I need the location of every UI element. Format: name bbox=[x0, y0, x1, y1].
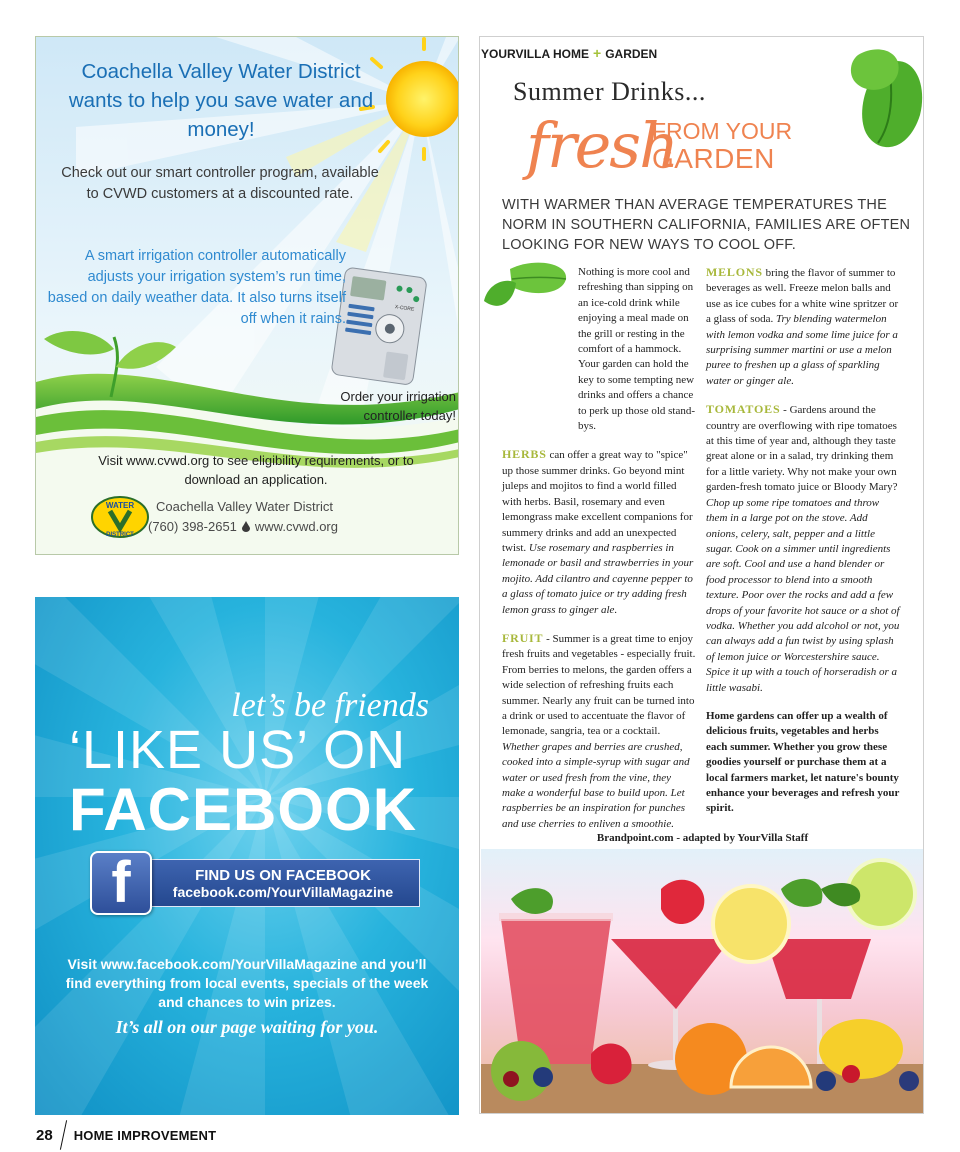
controller-brand-label: X-CORE bbox=[394, 304, 415, 313]
facebook-logo-icon: f bbox=[90, 851, 152, 915]
fb-tagline: It’s all on our page waiting for you. bbox=[115, 1017, 379, 1037]
logo-text-water: WATER bbox=[105, 501, 135, 510]
melons-paragraph bbox=[706, 265, 902, 389]
basil-leaves-icon bbox=[848, 43, 924, 173]
closing-paragraph: Home gardens can offer up a wealth of delicious fruits, vegetables and herbs each summer. Whether you grow these goodies yourself or purchase them at a local farmers market, let nature's bounty enhance your beverages and refresh your spirit. bbox=[706, 709, 900, 815]
fb-friends-script: let’s be friends bbox=[231, 687, 429, 724]
tomatoes-body: - Gardens around the country are overflowing with ripe tomatoes at this time of year and, although they taste great alone or in a salad, try drinking them for a little variety. Why not make your own garden-fresh tomato juice or Bloody Mary? bbox=[706, 404, 898, 494]
cvwd-phone: (760) 398-2651 bbox=[148, 519, 237, 534]
fruit-italic: Whether grapes and berries are crushed, cooked into a simple-syrup with sugar and water or used fresh from the vine, they make a wonderful base to build upon. Let raspberries be an inspiration for punches and use cherries to enliven a smoothie. bbox=[502, 740, 690, 830]
cvwd-order-text: Order your irrigation controller today! bbox=[340, 389, 456, 423]
fruit-paragraph bbox=[502, 631, 696, 832]
title-from-your: FROM YOUR bbox=[652, 118, 793, 144]
cvwd-contact-line bbox=[148, 519, 338, 534]
fb-facebook-word: FACEBOOK bbox=[69, 776, 418, 843]
page-footer bbox=[36, 1120, 216, 1150]
fb-find-us-text: FIND US ON FACEBOOK bbox=[195, 866, 371, 884]
article-credit: Brandpoint.com - adapted by YourVilla Staff bbox=[596, 832, 809, 844]
article-column-right bbox=[706, 265, 902, 830]
cvwd-body: A smart irrigation controller automatically adjusts your irrigation system’s run time, based on daily weather data. It also turns itself off when it rains. bbox=[47, 248, 346, 327]
kicker-plus: + bbox=[593, 45, 602, 61]
kicker-home: YOURVILLA HOME bbox=[481, 47, 590, 61]
summer-drinks-photo bbox=[481, 849, 923, 1113]
article-title-fresh: fresh bbox=[526, 109, 678, 182]
intro-text: Nothing is more cool and refreshing than sipping on an ice-cold drink while enjoying a meal made on the grill or resting in the comfort of a hammock. Your garden can hold the key to some tempting new drinks and offers a chance to perk up those old stand-bys. bbox=[578, 266, 696, 433]
herbs-heading: HERBS bbox=[502, 447, 547, 462]
section-name: HOME IMPROVEMENT bbox=[73, 1127, 217, 1143]
tomatoes-italic: Chop up some ripe tomatoes and throw them in a large pot on the stove. Add onions, celery, salt, pepper and a little sugar. Cook on a simmer until ingredients are soft. Cool and use a hand blender or food processor to blend into a smooth texture. Poor over the rocks and add a few drops of your favorite hot sauce or a shot of vodka. Whether you add alcohol or not, you can always add a fun twist by using splash of lemon juice or Worcestershire sauce. Spice it up with a touch of horseradish or a little wasabi. bbox=[706, 496, 900, 694]
article-dek: WITH WARMER THAN AVERAGE TEMPERATURES THE NORM IN SOUTHERN CALIFORNIA, FAMILIES ARE OFTEN LOOKING FOR NEW WAYS TO COOL OFF. bbox=[502, 197, 911, 253]
melons-body: bring the flavor of summer to beverages as well. Freeze melon balls and use as ice cubes for a white wine spritzer or a glass of soda. bbox=[706, 267, 899, 326]
drinks-illustration bbox=[481, 849, 923, 1113]
herbs-body: can offer a great way to "spice" up those summer drinks. Go beyond mint juleps and mojitos to find a world filled with herbs. Basil, rosemary and even lemongrass make excellent companions for summery drinks and add an unexpected twist. bbox=[502, 449, 693, 554]
melons-italic: Try blending watermelon with lemon vodka and some lime juice for a surprising summer martini or use a melon puree to freshen up a glass of sparkling water or ginger ale. bbox=[706, 313, 898, 387]
intro-paragraph bbox=[502, 265, 696, 434]
logo-text-district: DISTRICT bbox=[106, 532, 134, 538]
page-number: 28 bbox=[36, 1126, 53, 1144]
facebook-ad bbox=[35, 597, 459, 1115]
cvwd-ad bbox=[35, 36, 459, 555]
fb-info-text: Visit www.facebook.com/YourVillaMagazine and you’ll find everything from local events, specials of the week and chances to win prizes. bbox=[65, 956, 429, 1010]
article-kicker bbox=[481, 45, 657, 61]
fb-like-us: ‘LIKE US’ ON bbox=[69, 720, 407, 780]
cvwd-subhead: Check out our smart controller program, available to CVWD customers at a discounted rate. bbox=[61, 165, 379, 202]
article-title: Summer Drinks... bbox=[513, 77, 706, 106]
tomatoes-heading: TOMATOES bbox=[706, 402, 781, 417]
herbs-italic: Use rosemary and raspberries in lemonade or basil and strawberries in your mojito. Add cilantro and cayenne pepper to a glass of tomato juice or try adding fresh lemon grass to ginger ale. bbox=[502, 541, 694, 616]
cvwd-org-name: Coachella Valley Water District bbox=[156, 499, 333, 514]
fb-find-us-label bbox=[146, 859, 420, 907]
cvwd-visit-text: Visit www.cvwd.org to see eligibility requirements, or to download an application. bbox=[98, 453, 414, 487]
cvwd-website[interactable]: www.cvwd.org bbox=[254, 519, 338, 534]
cvwd-logo-icon bbox=[90, 495, 150, 539]
tomatoes-paragraph bbox=[706, 402, 902, 696]
melons-heading: MELONS bbox=[706, 265, 763, 279]
footer-divider bbox=[60, 1120, 67, 1150]
fb-find-us-button[interactable] bbox=[90, 850, 420, 915]
article-panel bbox=[479, 36, 924, 1114]
cvwd-headline: Coachella Valley Water District wants to help you save water and money! bbox=[68, 60, 374, 141]
fruit-heading: FRUIT bbox=[502, 630, 544, 645]
water-drop-icon bbox=[242, 521, 250, 532]
herbs-paragraph bbox=[502, 447, 696, 617]
fb-url[interactable]: facebook.com/YourVillaMagazine bbox=[172, 883, 394, 900]
article-column-left bbox=[502, 265, 696, 845]
fruit-body: - Summer is a great time to enjoy fresh fruits and vegetables - especially fruit. From berries to melons, the garden offers a wide selection of refreshing fruits each summer. Nearly any fruit can be turned into a drink or used to accentuate the flavor of lemonade, sangria, tea or a cocktail. bbox=[502, 632, 696, 738]
article-title-from bbox=[652, 117, 792, 173]
title-garden: GARDEN bbox=[652, 143, 775, 174]
kicker-garden: GARDEN bbox=[605, 47, 658, 61]
